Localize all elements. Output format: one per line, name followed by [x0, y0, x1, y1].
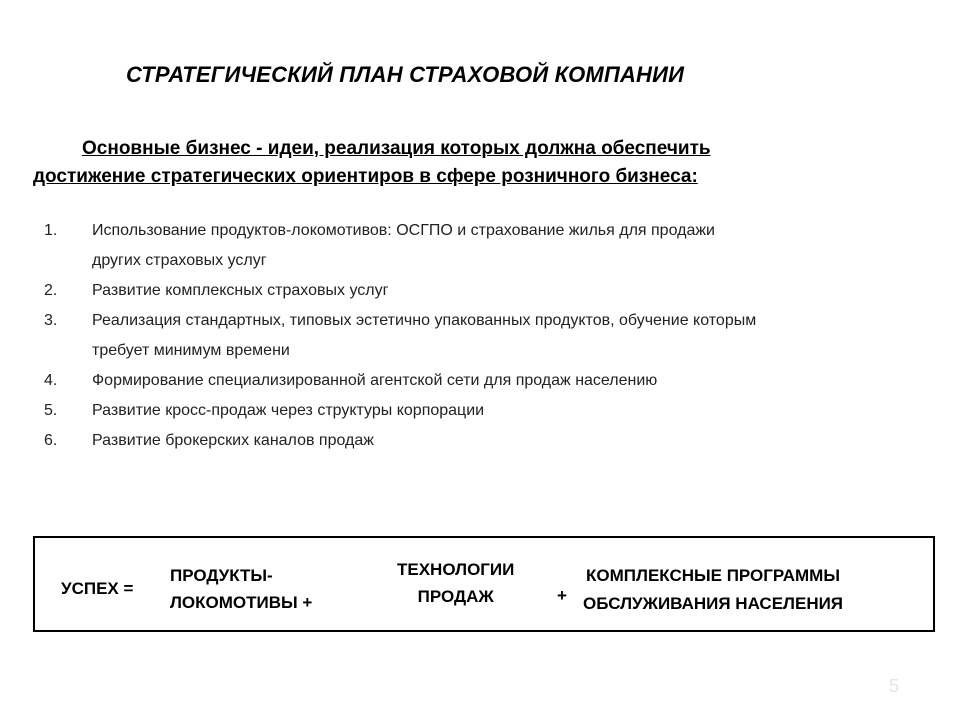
list-item-text — [92, 306, 872, 366]
products-term — [170, 562, 312, 616]
plus-sign: + — [557, 586, 567, 605]
list-item — [44, 426, 924, 456]
technology-line: ПРОДАЖ — [417, 587, 494, 606]
page-number: 5 — [889, 676, 900, 696]
list-item-number: 4. — [44, 372, 58, 389]
list-item-text — [92, 426, 872, 456]
list-item-text — [92, 276, 872, 306]
list-item-number: 1. — [44, 222, 58, 239]
list-item-text — [92, 216, 872, 276]
list-item-line: Развитие брокерских каналов продаж — [92, 432, 374, 449]
list-item — [44, 216, 924, 276]
products-line: ЛОКОМОТИВЫ + — [170, 593, 313, 612]
list-item-text — [92, 396, 872, 426]
success-formula-box — [33, 536, 935, 632]
products-line: ПРОДУКТЫ- — [170, 566, 273, 585]
list-item-line: Формирование специализированной агентской сети для продаж населению — [92, 372, 658, 389]
business-ideas-list — [44, 216, 924, 456]
list-item-number: 5. — [44, 402, 58, 419]
subtitle-line-2: достижение стратегических ориентиров в сфере розничного бизнеса: — [33, 166, 698, 187]
programs-line: ОБСЛУЖИВАНИЯ НАСЕЛЕНИЯ — [583, 594, 844, 613]
list-item — [44, 396, 924, 426]
technology-term — [397, 556, 514, 610]
list-item — [44, 276, 924, 306]
list-item — [44, 306, 924, 366]
slide-title: СТРАТЕГИЧЕСКИЙ ПЛАН СТРАХОВОЙ КОМПАНИИ — [126, 62, 685, 87]
success-label: УСПЕХ = — [61, 579, 134, 598]
programs-term — [583, 562, 843, 618]
list-item-line: Реализация стандартных, типовых эстетично упакованных продуктов, обучение которым — [92, 312, 757, 329]
list-item-line: Использование продуктов-локомотивов: ОСГПО и страхование жилья для продажи — [92, 222, 715, 239]
list-item-line: Развитие кросс-продаж через структуры корпорации — [92, 402, 485, 419]
list-item-line: других страховых услуг — [92, 252, 267, 269]
subtitle-line-1: Основные бизнес - идеи, реализация которых должна обеспечить — [82, 138, 711, 159]
list-item — [44, 366, 924, 396]
list-item-text — [92, 366, 872, 396]
list-item-number: 3. — [44, 312, 58, 329]
technology-line: ТЕХНОЛОГИИ — [397, 560, 515, 579]
list-item-line: требует минимум времени — [92, 342, 290, 359]
programs-line: КОМПЛЕКСНЫЕ ПРОГРАММЫ — [586, 566, 840, 585]
list-item-number: 6. — [44, 432, 58, 449]
list-item-number: 2. — [44, 282, 58, 299]
list-item-line: Развитие комплексных страховых услуг — [92, 282, 389, 299]
